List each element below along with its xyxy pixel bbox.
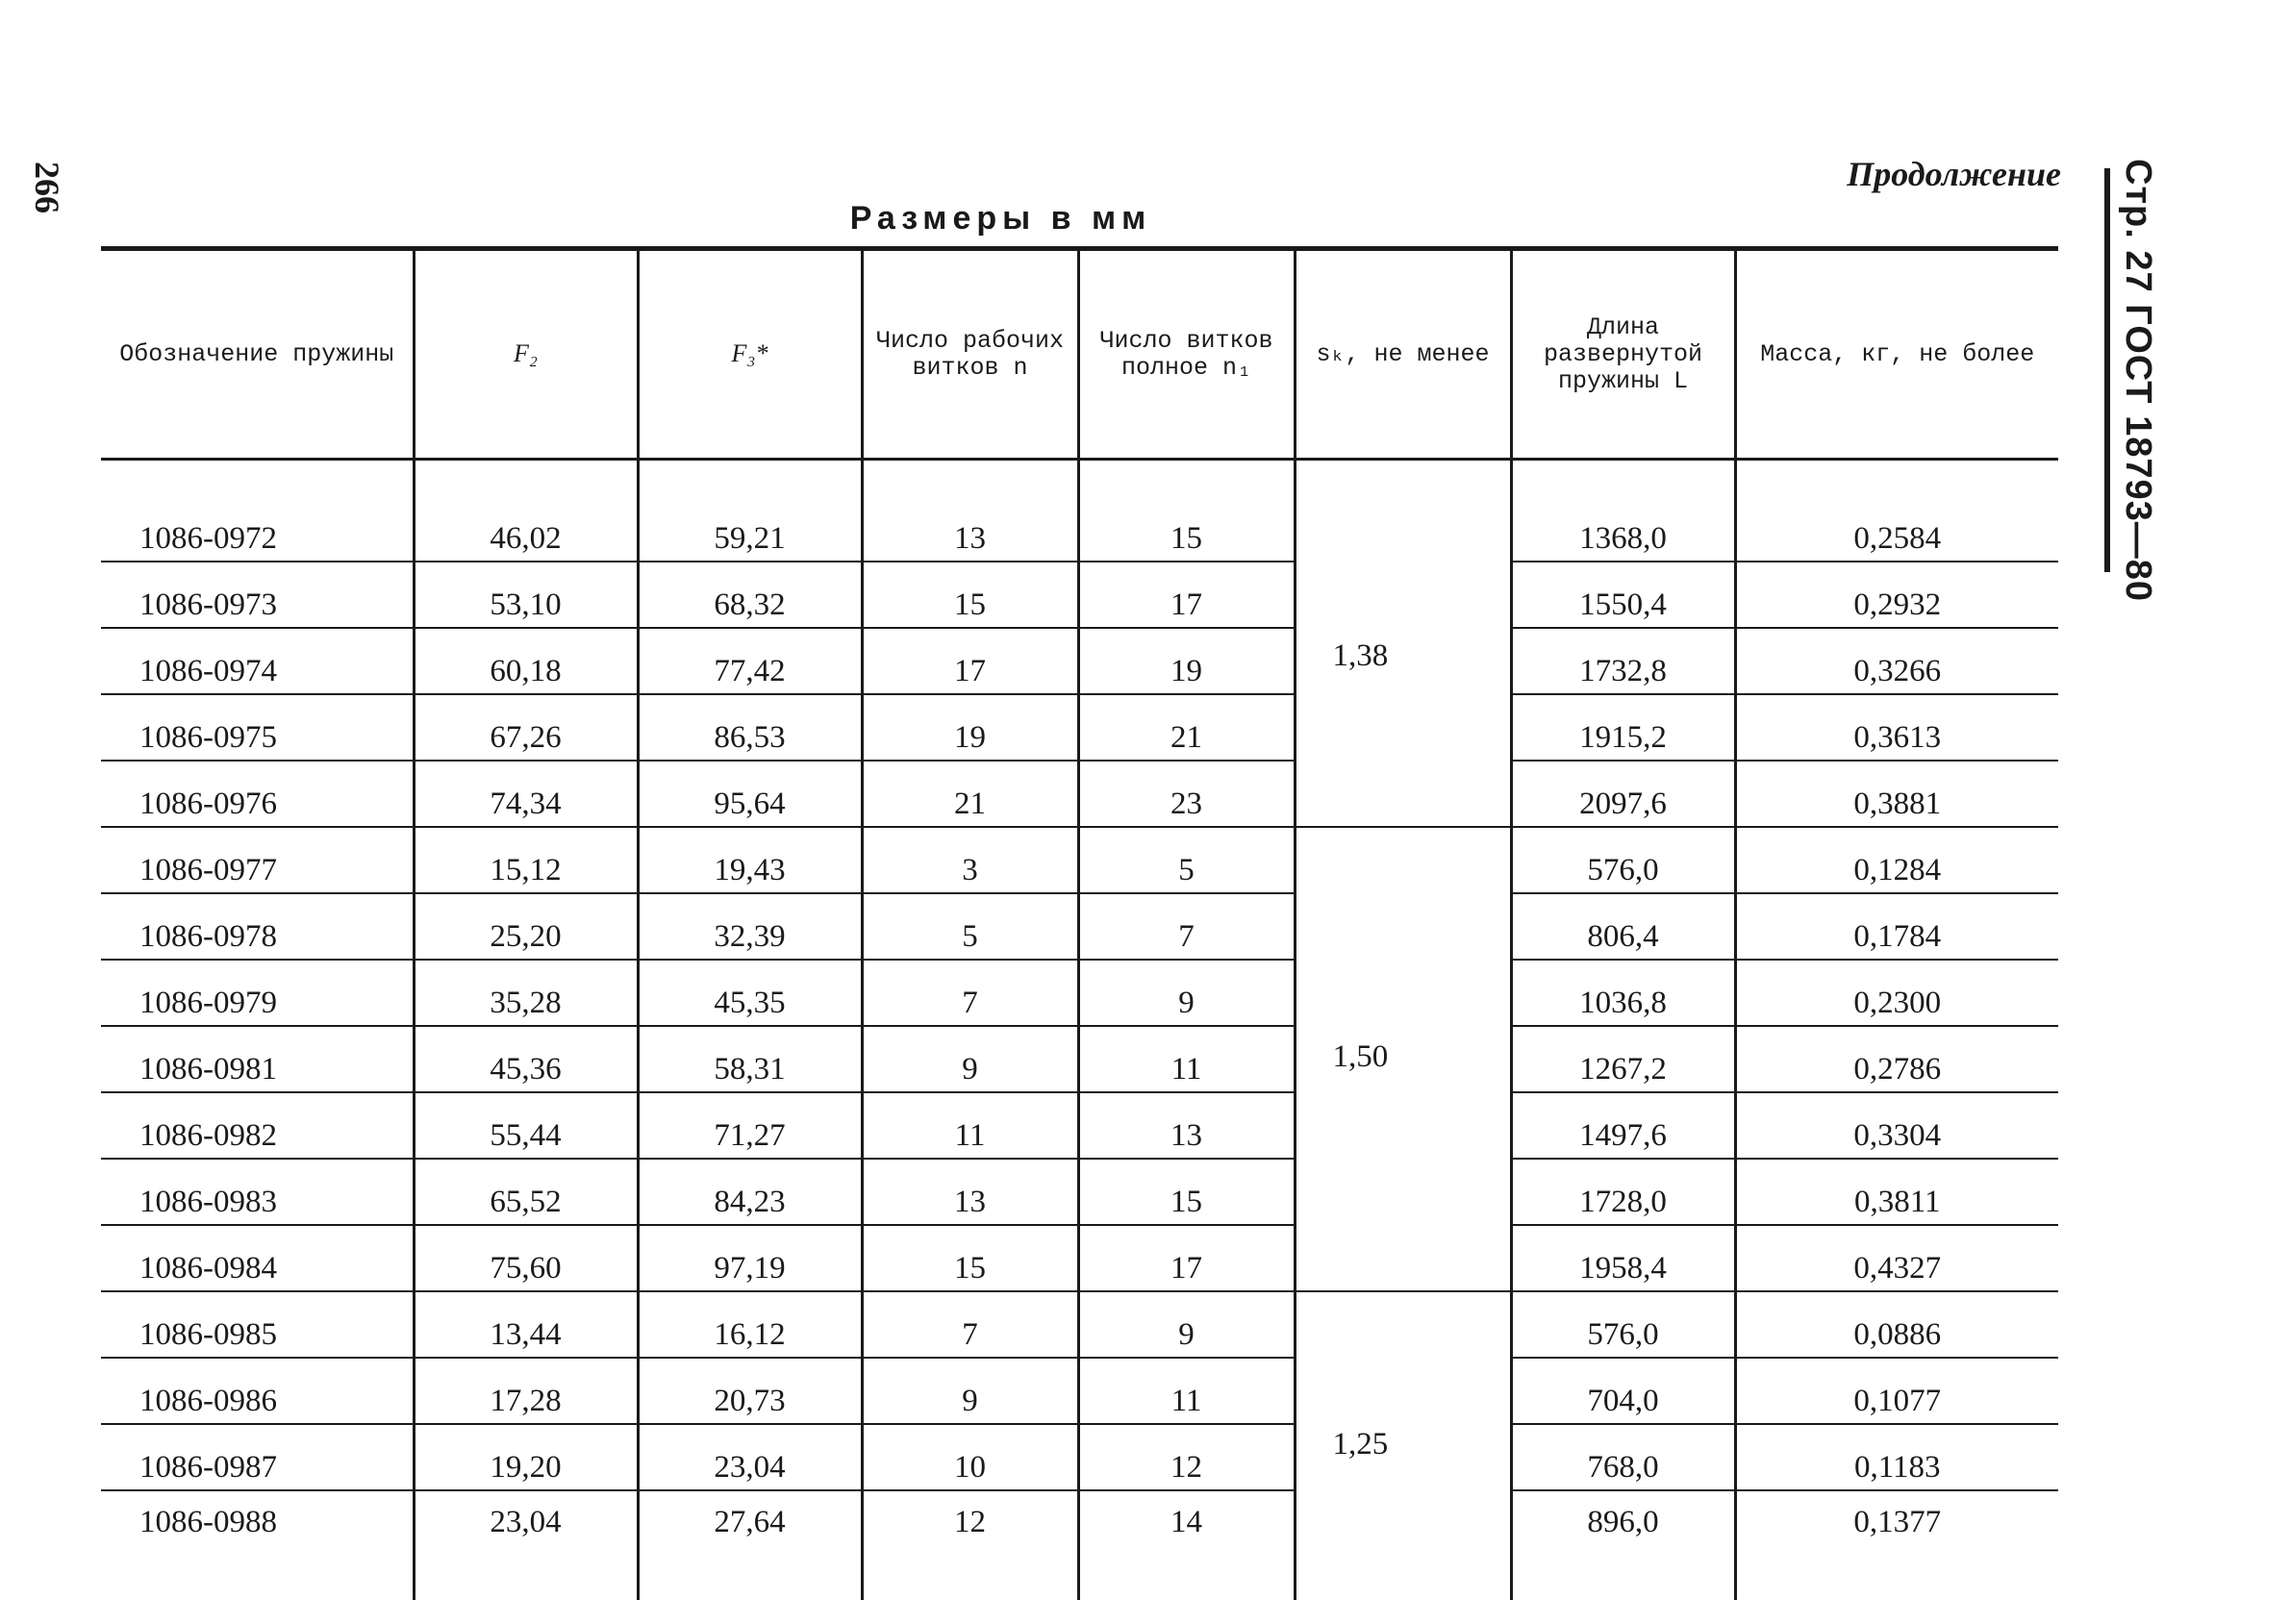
- table-row: [101, 562, 2058, 628]
- table-row: [101, 1424, 2058, 1490]
- cell-f2: 75,60: [414, 1225, 638, 1291]
- cell-f3: 59,21: [638, 460, 862, 562]
- cell-mass: 0,3304: [1735, 1092, 2058, 1159]
- cell-f2: 74,34: [414, 761, 638, 827]
- cell-f3: 58,31: [638, 1026, 862, 1092]
- cell-L: 1497,6: [1511, 1092, 1735, 1159]
- spring-table-container: [101, 246, 2058, 1600]
- cell-n: 15: [862, 1225, 1078, 1291]
- cell-n1: 11: [1078, 1358, 1295, 1424]
- cell-f2: 60,18: [414, 628, 638, 694]
- cell-designation: 1086-0973: [101, 562, 414, 628]
- table-row: [101, 1225, 2058, 1291]
- cell-n: 13: [862, 1159, 1078, 1225]
- cell-L: 1368,0: [1511, 460, 1735, 562]
- cell-sk: 1,50: [1295, 827, 1511, 1291]
- cell-n1: 5: [1078, 827, 1295, 893]
- table-row: [101, 1092, 2058, 1159]
- cell-n: 9: [862, 1358, 1078, 1424]
- cell-n: 7: [862, 960, 1078, 1026]
- table-row: [101, 761, 2058, 827]
- cell-n: 19: [862, 694, 1078, 761]
- cell-sk: 1,25: [1295, 1291, 1511, 1600]
- table-row: [101, 628, 2058, 694]
- table-row: [101, 1291, 2058, 1358]
- cell-f2: 53,10: [414, 562, 638, 628]
- table-row: [101, 1490, 2058, 1600]
- units-title: Размеры в мм: [849, 200, 1152, 237]
- cell-L: 896,0: [1511, 1490, 1735, 1600]
- cell-designation: 1086-0975: [101, 694, 414, 761]
- header-total-turns: Число витков полное n₁: [1078, 249, 1295, 460]
- cell-n1: 13: [1078, 1092, 1295, 1159]
- cell-L: 1550,4: [1511, 562, 1735, 628]
- cell-mass: 0,0886: [1735, 1291, 2058, 1358]
- cell-f2: 45,36: [414, 1026, 638, 1092]
- cell-n1: 14: [1078, 1490, 1295, 1600]
- cell-f2: 13,44: [414, 1291, 638, 1358]
- cell-f2: 15,12: [414, 827, 638, 893]
- header-f2-label: F₂: [514, 338, 538, 367]
- table-row: [101, 1026, 2058, 1092]
- cell-n: 12: [862, 1490, 1078, 1600]
- cell-n: 15: [862, 562, 1078, 628]
- cell-L: 1267,2: [1511, 1026, 1735, 1092]
- cell-f3: 16,12: [638, 1291, 862, 1358]
- cell-f2: 65,52: [414, 1159, 638, 1225]
- cell-f3: 27,64: [638, 1490, 862, 1600]
- cell-f3: 19,43: [638, 827, 862, 893]
- table-row: [101, 827, 2058, 893]
- cell-designation: 1086-0983: [101, 1159, 414, 1225]
- table-row: [101, 893, 2058, 960]
- cell-designation: 1086-0974: [101, 628, 414, 694]
- cell-n1: 7: [1078, 893, 1295, 960]
- cell-designation: 1086-0979: [101, 960, 414, 1026]
- cell-n1: 17: [1078, 1225, 1295, 1291]
- cell-mass: 0,3811: [1735, 1159, 2058, 1225]
- cell-mass: 0,2786: [1735, 1026, 2058, 1092]
- cell-f3: 45,35: [638, 960, 862, 1026]
- cell-n: 17: [862, 628, 1078, 694]
- cell-f3: 86,53: [638, 694, 862, 761]
- table-row: [101, 1159, 2058, 1225]
- cell-mass: 0,1077: [1735, 1358, 2058, 1424]
- cell-designation: 1086-0987: [101, 1424, 414, 1490]
- cell-designation: 1086-0977: [101, 827, 414, 893]
- page-number: 266: [28, 162, 66, 213]
- cell-mass: 0,1183: [1735, 1424, 2058, 1490]
- table-body: [101, 460, 2058, 1601]
- cell-n1: 17: [1078, 562, 1295, 628]
- cell-f3: 71,27: [638, 1092, 862, 1159]
- cell-mass: 0,2932: [1735, 562, 2058, 628]
- cell-designation: 1086-0984: [101, 1225, 414, 1291]
- cell-n: 13: [862, 460, 1078, 562]
- cell-n: 21: [862, 761, 1078, 827]
- cell-f3: 84,23: [638, 1159, 862, 1225]
- cell-f2: 46,02: [414, 460, 638, 562]
- cell-designation: 1086-0978: [101, 893, 414, 960]
- header-developed-length: Длина развернутой пружины L: [1511, 249, 1735, 460]
- cell-L: 2097,6: [1511, 761, 1735, 827]
- cell-designation: 1086-0982: [101, 1092, 414, 1159]
- cell-f3: 20,73: [638, 1358, 862, 1424]
- cell-f3: 77,42: [638, 628, 862, 694]
- table-row: [101, 960, 2058, 1026]
- cell-n: 5: [862, 893, 1078, 960]
- cell-n1: 19: [1078, 628, 1295, 694]
- cell-designation: 1086-0976: [101, 761, 414, 827]
- cell-n1: 21: [1078, 694, 1295, 761]
- cell-f2: 55,44: [414, 1092, 638, 1159]
- cell-L: 704,0: [1511, 1358, 1735, 1424]
- cell-n1: 11: [1078, 1026, 1295, 1092]
- cell-f2: 17,28: [414, 1358, 638, 1424]
- header-f3-label: F₃*: [731, 338, 768, 367]
- cell-L: 1036,8: [1511, 960, 1735, 1026]
- cell-mass: 0,4327: [1735, 1225, 2058, 1291]
- header-f2: [414, 249, 638, 460]
- cell-n1: 9: [1078, 960, 1295, 1026]
- cell-L: 1915,2: [1511, 694, 1735, 761]
- cell-f3: 97,19: [638, 1225, 862, 1291]
- cell-n1: 23: [1078, 761, 1295, 827]
- cell-n: 11: [862, 1092, 1078, 1159]
- cell-n: 3: [862, 827, 1078, 893]
- cell-designation: 1086-0988: [139, 1505, 277, 1539]
- table-row: [101, 694, 2058, 761]
- cell-n1: 12: [1078, 1424, 1295, 1490]
- cell-n1: 15: [1078, 1159, 1295, 1225]
- cell-L: 576,0: [1511, 1291, 1735, 1358]
- cell-f2: 19,20: [414, 1424, 638, 1490]
- header-working-turns: Число рабочих витков n: [862, 249, 1078, 460]
- spring-table: [101, 246, 2058, 1600]
- cell-f2: 23,04: [414, 1490, 638, 1600]
- cell-designation: 1086-0986: [101, 1358, 414, 1424]
- cell-L: 576,0: [1511, 827, 1735, 893]
- cell-f3: 95,64: [638, 761, 862, 827]
- continuation-label: Продолжение: [1847, 155, 2061, 193]
- cell-mass: 0,1284: [1735, 827, 2058, 893]
- cell-f3: 68,32: [638, 562, 862, 628]
- cell-mass: 0,2300: [1735, 960, 2058, 1026]
- table-header-row: [101, 249, 2058, 460]
- header-f3: [638, 249, 862, 460]
- standard-reference: Стр. 27 ГОСТ 18793—80: [2118, 159, 2158, 603]
- cell-n: 10: [862, 1424, 1078, 1490]
- cell-sk: 1,38: [1295, 460, 1511, 828]
- cell-designation: 1086-0981: [101, 1026, 414, 1092]
- header-mass: Масса, кг, не более: [1735, 249, 2058, 460]
- cell-f2: 35,28: [414, 960, 638, 1026]
- cell-f3: 23,04: [638, 1424, 862, 1490]
- header-designation: Обозначение пружины: [101, 249, 414, 460]
- cell-L: 768,0: [1511, 1424, 1735, 1490]
- table-row: [101, 1358, 2058, 1424]
- cell-L: 1728,0: [1511, 1159, 1735, 1225]
- cell-mass: 0,3613: [1735, 694, 2058, 761]
- cell-L: 806,4: [1511, 893, 1735, 960]
- cell-mass: 0,3266: [1735, 628, 2058, 694]
- cell-L: 1958,4: [1511, 1225, 1735, 1291]
- cell-mass: 0,1377: [1735, 1490, 2058, 1600]
- cell-n: 9: [862, 1026, 1078, 1092]
- cell-designation: 1086-0985: [101, 1291, 414, 1358]
- table-row: [101, 460, 2058, 562]
- cell-designation: 1086-0972: [101, 460, 414, 562]
- cell-f2: 67,26: [414, 694, 638, 761]
- cell-n1: 15: [1078, 460, 1295, 562]
- cell-mass: 0,2584: [1735, 460, 2058, 562]
- cell-mass: 0,1784: [1735, 893, 2058, 960]
- header-sk: sₖ, не менее: [1295, 249, 1511, 460]
- cell-mass: 0,3881: [1735, 761, 2058, 827]
- cell-f3: 32,39: [638, 893, 862, 960]
- cell-L: 1732,8: [1511, 628, 1735, 694]
- cell-n: 7: [862, 1291, 1078, 1358]
- cell-n1: 9: [1078, 1291, 1295, 1358]
- cell-f2: 25,20: [414, 893, 638, 960]
